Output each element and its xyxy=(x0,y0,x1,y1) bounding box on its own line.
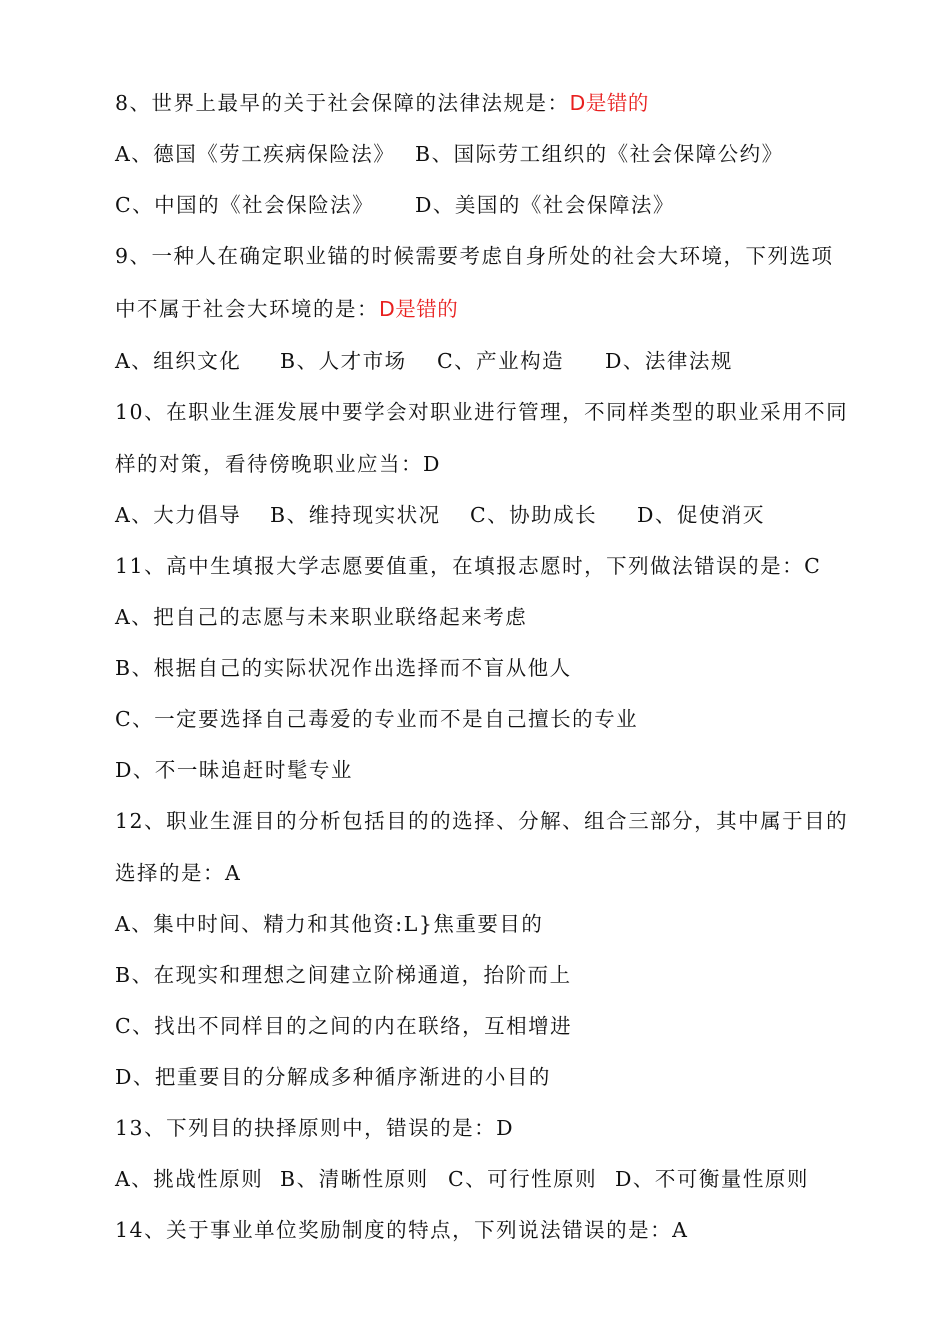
question-12-option-a: A、集中时间、精力和其他资:L}焦重要目的 xyxy=(115,912,544,936)
question-14-stem: 14、关于事业单位奖励制度的特点，下列说法错误的是：A xyxy=(115,1218,689,1242)
question-13-option-c: C、可行性原则 xyxy=(448,1167,598,1191)
question-12-option-d: D、把重要目的分解成多种循序渐进的小目的 xyxy=(115,1065,551,1089)
question-8-option-a: A、德国《劳工疾病保险法》 xyxy=(115,142,396,166)
question-9-answer: D是错的 xyxy=(379,297,459,321)
question-9-option-d: D、法律法规 xyxy=(605,349,733,373)
question-8-option-d: D、美国的《社会保障法》 xyxy=(415,193,675,217)
question-13-option-b: B、清晰性原则 xyxy=(280,1167,429,1191)
question-9-option-a: A、组织文化 xyxy=(115,349,242,373)
question-11-option-b: B、根据自己的实际状况作出选择而不盲从他人 xyxy=(115,656,572,680)
question-10-option-d: D、促使消灭 xyxy=(637,503,765,527)
question-9-stem-line1: 9、一种人在确定职业锚的时候需要考虑自身所处的社会大环境，下列选项 xyxy=(115,244,834,268)
question-11-option-a: A、把自己的志愿与未来职业联络起来考虑 xyxy=(115,605,528,629)
question-12-stem-line2: 选择的是：A xyxy=(115,861,242,885)
question-12-option-b: B、在现实和理想之间建立阶梯通道，抬阶而上 xyxy=(115,963,572,987)
question-9-text: 中不属于社会大环境的是： xyxy=(115,297,379,321)
question-10-option-c: C、协助成长 xyxy=(470,503,598,527)
question-8-stem xyxy=(115,88,649,118)
question-12-stem-line1: 12、职业生涯目的分析包括目的的选择、分解、组合三部分，其中属于目的 xyxy=(115,809,849,833)
question-13-option-d: D、不可衡量性原则 xyxy=(615,1167,809,1191)
question-10-option-b: B、维持现实状况 xyxy=(270,503,441,527)
question-13-stem: 13、下列目的抉择原则中，错误的是：D xyxy=(115,1116,515,1140)
question-9-option-c: C、产业构造 xyxy=(437,349,565,373)
question-11-option-d: D、不一昧追赶时髦专业 xyxy=(115,758,353,782)
question-10-stem-line2: 样的对策，看待傍晚职业应当：D xyxy=(115,452,441,476)
question-10-option-a: A、大力倡导 xyxy=(115,503,242,527)
question-12-option-c: C、找出不同样目的之间的内在联络，互相增进 xyxy=(115,1014,573,1038)
question-13-option-a: A、挑战性原则 xyxy=(115,1167,264,1191)
question-11-option-c: C、一定要选择自己毒爱的专业而不是自己擅长的专业 xyxy=(115,707,639,731)
question-9-stem-line2 xyxy=(115,294,458,324)
question-9-option-b: B、人才市场 xyxy=(280,349,407,373)
question-10-stem-line1: 10、在职业生涯发展中要学会对职业进行管理，不同样类型的职业采用不同 xyxy=(115,400,849,424)
question-8-text: 8、世界上最早的关于社会保障的法律法规是： xyxy=(115,91,570,115)
question-8-answer: D是错的 xyxy=(569,91,649,115)
question-11-stem: 11、高中生填报大学志愿要值重，在填报志愿时，下列做法错误的是：C xyxy=(115,554,822,578)
question-8-option-c: C、中国的《社会保险法》 xyxy=(115,193,375,217)
question-8-option-b: B、国际劳工组织的《社会保障公约》 xyxy=(415,142,784,166)
